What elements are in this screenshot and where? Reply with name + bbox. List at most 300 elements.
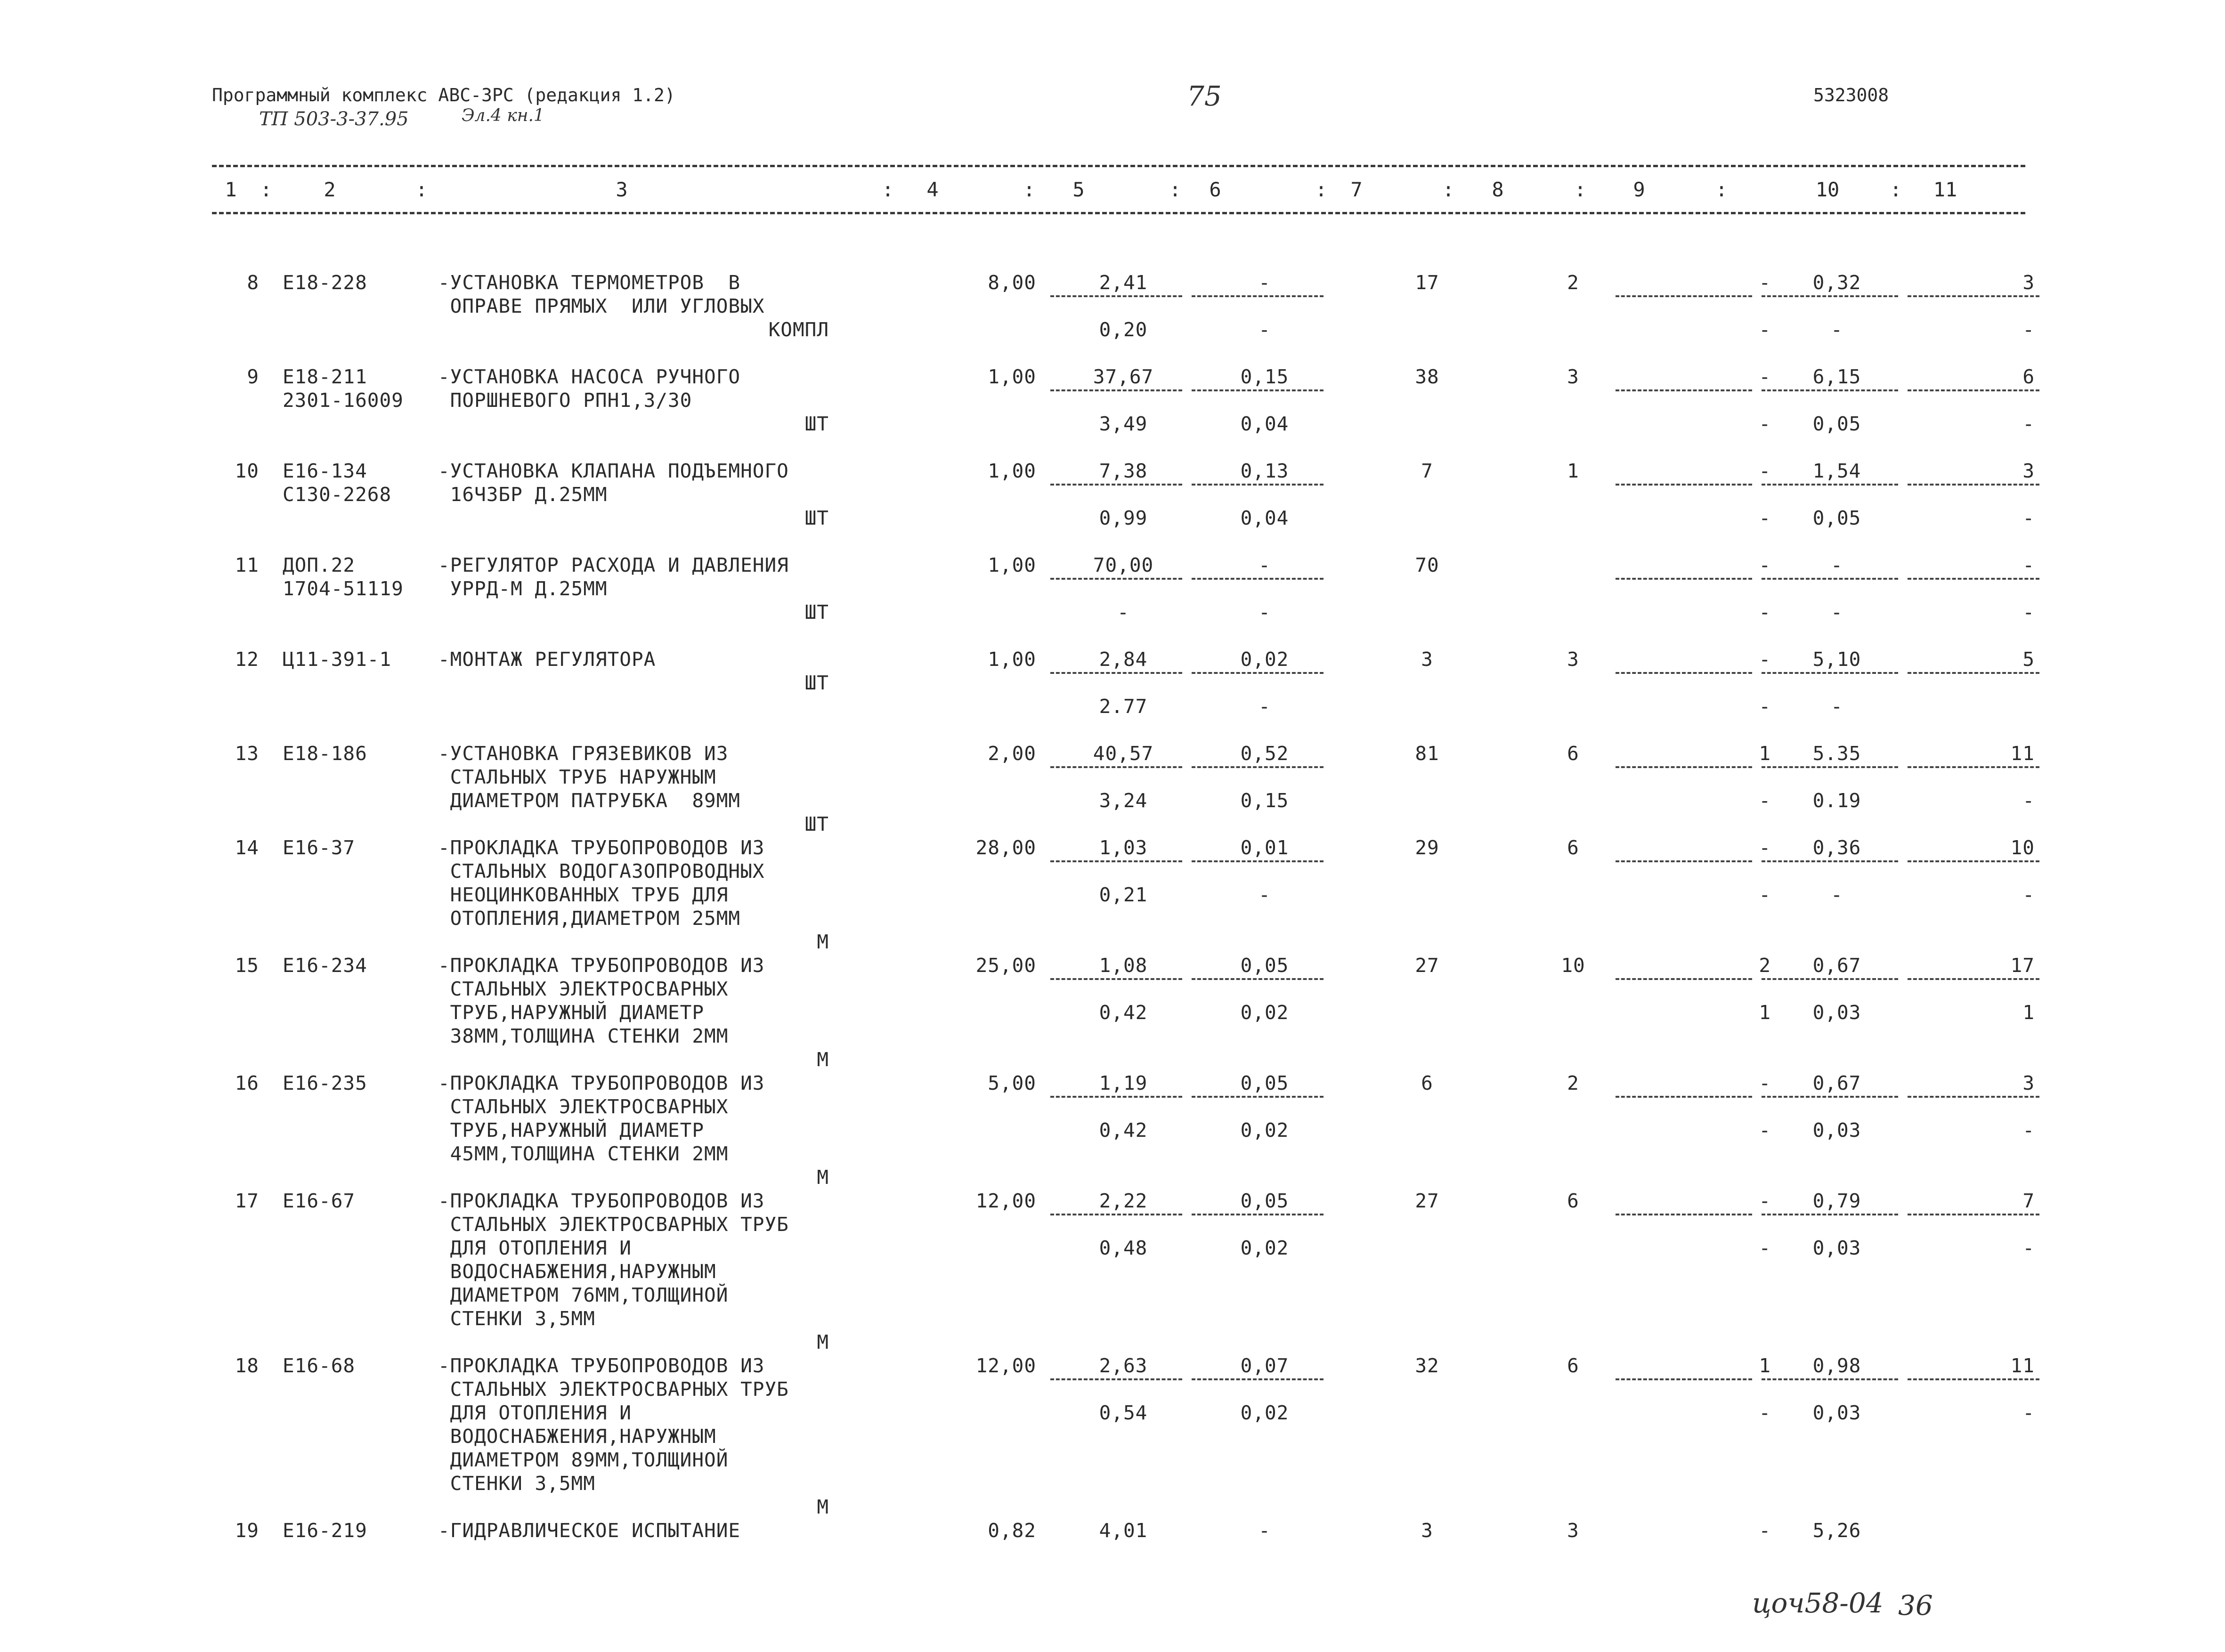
work-description: 45ММ,ТОЛЩИНА СТЕНКИ 2ММ [438,1142,729,1165]
labor-cost: 5,26 [1812,1519,1861,1542]
cost-divider [1192,978,1324,980]
total-wages: 2 [1567,1072,1579,1094]
column-separator: : [1442,178,1454,201]
column-separator: : [1574,178,1586,201]
labor-divider [1616,1214,1752,1215]
column-separator: : [1023,178,1035,201]
total-cost: 32 [1415,1354,1439,1377]
unit-cost-machines: 0,05 [1240,1072,1289,1094]
row-number: 14 [235,836,259,859]
unit-cost-wages: 0,20 [1099,318,1148,341]
column-header-4: 4 [926,178,939,201]
row-number: 9 [247,365,259,388]
total-machines: 2 [1759,954,1771,977]
total-wages: 6 [1567,1190,1579,1212]
rate-code: Е16-219 [283,1519,367,1542]
labor-divider [1616,484,1752,486]
work-description: -МОНТАЖ РЕГУЛЯТОРА [438,648,656,671]
labor-divider [1762,1096,1898,1098]
row-number: 11 [235,554,259,576]
rate-code: Е16-234 [283,954,367,977]
work-description: -РЕГУЛЯТОР РАСХОДА И ДАВЛЕНИЯ [438,554,789,576]
labor-cost: 6,15 [1812,365,1861,388]
labor-cost-machinists: 0,03 [1812,1001,1861,1024]
unit-cost-wages: 0,21 [1099,883,1148,906]
column-separator: : [882,178,894,201]
labor-divider [1762,672,1898,674]
labor-divider [1908,1378,2039,1380]
work-description: -ПРОКЛАДКА ТРУБОПРОВОДОВ ИЗ [438,1354,765,1377]
row-number: 17 [235,1190,259,1212]
labor-total: 7 [2022,1190,2035,1212]
labor-divider [1762,1378,1898,1380]
unit-of-measure: М [817,1166,829,1189]
work-description: -УСТАНОВКА ТЕРМОМЕТРОВ В [438,271,741,294]
total-machines: - [1759,460,1771,482]
column-separator: : [1715,178,1728,201]
column-header-3: 3 [616,178,628,201]
quantity: 1,00 [988,365,1036,388]
unit-cost: 2,41 [1099,271,1148,294]
total-cost: 3 [1421,648,1433,671]
labor-cost: 0,36 [1812,836,1861,859]
total-wages: 10 [1561,954,1585,977]
total-machines: 1 [1759,742,1771,765]
cost-divider [1050,484,1182,486]
labor-divider [1762,860,1898,862]
quantity: 1,00 [988,460,1036,482]
labor-total: 11 [2010,742,2035,765]
labor-cost: 0,98 [1812,1354,1861,1377]
unit-of-measure: М [817,931,829,953]
total-machine-wages: - [1759,695,1771,718]
unit-of-measure: ШТ [804,672,829,694]
unit-cost-machines: 0,01 [1240,836,1289,859]
cost-divider [1050,1096,1182,1098]
labor-divider [1908,578,2039,580]
work-description: СТАЛЬНЫХ ЭЛЕКТРОСВАРНЫХ [438,1095,729,1118]
labor-divider [1908,1214,2039,1215]
unit-cost: 1,03 [1099,836,1148,859]
material-code: 2301-16009 [283,389,404,412]
work-description: ДЛЯ ОТОПЛЕНИЯ И [438,1237,632,1259]
labor-cost-machinists: - [1831,318,1843,341]
rate-code: Е16-37 [283,836,356,859]
cost-divider [1050,860,1182,862]
work-description: ДИАМЕТРОМ ПАТРУБКА 89ММ [438,789,741,812]
labor-cost-machinists: - [1831,695,1843,718]
total-cost: 27 [1415,1190,1439,1212]
total-wages: 6 [1567,836,1579,859]
cost-divider [1050,1378,1182,1380]
work-description: ДИАМЕТРОМ 89ММ,ТОЛЩИНОЙ [438,1449,729,1471]
labor-divider [1616,1378,1752,1380]
unit-cost-machines: - [1259,271,1271,294]
unit-of-measure: ШТ [804,507,829,529]
labor-divider [1616,389,1752,391]
labor-cost-machinists: 0,03 [1812,1401,1861,1424]
unit-of-measure: М [817,1048,829,1071]
unit-cost-machines: 0,52 [1240,742,1289,765]
labor-total: 11 [2010,1354,2035,1377]
doc-code: 5323008 [1813,85,1889,105]
unit-cost-wages: 0,99 [1099,507,1148,529]
column-header-11: 11 [1933,178,1957,201]
unit-cost-wages: - [1117,601,1129,624]
labor-divider [1908,295,2039,297]
labor-divider [1908,484,2039,486]
labor-divider [1762,578,1898,580]
cost-divider [1050,295,1182,297]
unit-cost: 7,38 [1099,460,1148,482]
column-header-9: 9 [1633,178,1645,201]
labor-total-machinists: - [2022,883,2035,906]
unit-cost: 1,08 [1099,954,1148,977]
labor-total-machinists: 1 [2022,1001,2035,1024]
total-cost: 38 [1415,365,1439,388]
labor-cost-machinists: - [1831,601,1843,624]
rate-code: Е16-67 [283,1190,356,1212]
total-machine-wages: - [1759,789,1771,812]
cost-divider [1050,978,1182,980]
labor-cost: 5,10 [1812,648,1861,671]
quantity: 12,00 [975,1190,1036,1212]
quantity: 28,00 [975,836,1036,859]
unit-cost: 1,19 [1099,1072,1148,1094]
total-machine-wages: 1 [1759,1001,1771,1024]
labor-cost: 0,67 [1812,1072,1861,1094]
unit-cost-machines: - [1259,554,1271,576]
labor-cost-machinists: 0.19 [1812,789,1861,812]
quantity: 2,00 [988,742,1036,765]
quantity: 8,00 [988,271,1036,294]
unit-cost: 2,22 [1099,1190,1148,1212]
rate-code: ДОП.22 [283,554,356,576]
header-rule-bottom [212,212,2025,214]
unit-cost-machines: - [1259,1519,1271,1542]
labor-divider [1908,1096,2039,1098]
unit-cost-wages: 0,54 [1099,1401,1148,1424]
total-machines: - [1759,1072,1771,1094]
labor-divider [1762,978,1898,980]
column-separator: : [1890,178,1902,201]
total-wages: 3 [1567,648,1579,671]
work-description: ДЛЯ ОТОПЛЕНИЯ И [438,1401,632,1424]
column-header-6: 6 [1209,178,1221,201]
unit-cost-wages: 0,48 [1099,1237,1148,1259]
quantity: 25,00 [975,954,1036,977]
total-cost: 17 [1415,271,1439,294]
labor-divider [1908,766,2039,768]
labor-total-machinists: - [2022,1237,2035,1259]
labor-divider [1616,766,1752,768]
unit-cost: 4,01 [1099,1519,1148,1542]
page-number: 75 [1187,80,1222,112]
cost-divider [1192,1214,1324,1215]
total-cost: 3 [1421,1519,1433,1542]
column-separator: : [1315,178,1327,201]
unit-cost-machine-wages: 0,02 [1240,1001,1289,1024]
total-machines: - [1759,271,1771,294]
cost-divider [1050,672,1182,674]
total-machines: 1 [1759,1354,1771,1377]
labor-divider [1762,766,1898,768]
unit-cost: 70,00 [1093,554,1154,576]
work-description: ОПРАВЕ ПРЯМЫХ ИЛИ УГЛОВЫХ [438,295,765,317]
work-description: СТАЛЬНЫХ ЭЛЕКТРОСВАРНЫХ [438,978,729,1000]
unit-cost-machine-wages: 0,02 [1240,1237,1289,1259]
labor-total: 17 [2010,954,2035,977]
labor-cost-machinists: 0,05 [1812,507,1861,529]
work-description: ТРУБ,НАРУЖНЫЙ ДИАМЕТР [438,1001,705,1024]
labor-divider [1616,1096,1752,1098]
labor-divider [1762,1214,1898,1215]
column-header-5: 5 [1072,178,1085,201]
labor-total-machinists: - [2022,507,2035,529]
labor-total: 5 [2022,648,2035,671]
labor-cost: - [1831,554,1843,576]
total-machines: - [1759,1190,1771,1212]
signature-note: цоч58-04 [1752,1587,1884,1619]
cost-divider [1050,766,1182,768]
column-separator: : [260,178,272,201]
rate-code: Е18-228 [283,271,367,294]
labor-total: - [2022,554,2035,576]
total-wages: 6 [1567,1354,1579,1377]
cost-divider [1050,578,1182,580]
labor-divider [1616,672,1752,674]
total-cost: 7 [1421,460,1433,482]
unit-cost: 40,57 [1093,742,1154,765]
labor-divider [1908,672,2039,674]
total-cost: 70 [1415,554,1439,576]
labor-divider [1616,978,1752,980]
unit-cost: 37,67 [1093,365,1154,388]
unit-cost-wages: 0,42 [1099,1119,1148,1142]
cost-divider [1050,389,1182,391]
unit-of-measure: М [817,1331,829,1353]
rate-code: Е18-186 [283,742,367,765]
cost-divider [1050,1214,1182,1215]
work-description: -ПРОКЛАДКА ТРУБОПРОВОДОВ ИЗ [438,1190,765,1212]
rate-code: Ц11-391-1 [283,648,392,671]
unit-cost-wages: 0,42 [1099,1001,1148,1024]
labor-divider [1762,389,1898,391]
total-machines: - [1759,836,1771,859]
labor-divider [1616,860,1752,862]
work-description: ВОДОСНАБЖЕНИЯ,НАРУЖНЫМ [438,1260,716,1283]
column-header-10: 10 [1815,178,1840,201]
work-description: ТРУБ,НАРУЖНЫЙ ДИАМЕТР [438,1119,705,1142]
labor-cost: 0,67 [1812,954,1861,977]
work-description: ОТОПЛЕНИЯ,ДИАМЕТРОМ 25ММ [438,907,741,930]
unit-of-measure: М [817,1496,829,1518]
labor-divider [1616,295,1752,297]
work-description: СТАЛЬНЫХ ЭЛЕКТРОСВАРНЫХ ТРУБ [438,1213,789,1236]
work-description: -ГИДРАВЛИЧЕСКОЕ ИСПЫТАНИЕ [438,1519,741,1542]
labor-divider [1908,860,2039,862]
column-header-1: 1 [225,178,237,201]
work-description: 38ММ,ТОЛЩИНА СТЕНКИ 2ММ [438,1025,729,1047]
quantity: 0,82 [988,1519,1036,1542]
sheet-number: 36 [1898,1589,1933,1621]
labor-total-machinists: - [2022,789,2035,812]
unit-cost-machine-wages: 0,02 [1240,1119,1289,1142]
rate-code: Е18-211 [283,365,367,388]
cost-divider [1192,1096,1324,1098]
work-description: ПОРШНЕВОГО РПН1,3/30 [438,389,692,412]
labor-total: 3 [2022,1072,2035,1094]
unit-of-measure: ШТ [804,601,829,624]
rate-code: Е16-134 [283,460,367,482]
labor-cost-machinists: 0,05 [1812,413,1861,435]
quantity: 12,00 [975,1354,1036,1377]
work-description: -ПРОКЛАДКА ТРУБОПРОВОДОВ ИЗ [438,1072,765,1094]
total-cost: 27 [1415,954,1439,977]
labor-total-machinists: - [2022,318,2035,341]
labor-total: 3 [2022,460,2035,482]
labor-total-machinists: - [2022,601,2035,624]
row-number: 13 [235,742,259,765]
work-description: -УСТАНОВКА НАСОСА РУЧНОГО [438,365,741,388]
project-code: ТП 503-3-37.95 [259,108,409,130]
column-header-7: 7 [1350,178,1363,201]
labor-divider [1908,389,2039,391]
labor-cost-machinists: 0,03 [1812,1237,1861,1259]
work-description: -УСТАНОВКА ГРЯЗЕВИКОВ ИЗ [438,742,729,765]
work-description: УРРД-М Д.25ММ [438,577,608,600]
labor-total: 10 [2010,836,2035,859]
work-description: -ПРОКЛАДКА ТРУБОПРОВОДОВ ИЗ [438,954,765,977]
unit-cost-wages: 3,24 [1099,789,1148,812]
row-number: 8 [247,271,259,294]
unit-cost-machine-wages: - [1259,601,1271,624]
labor-divider [1616,578,1752,580]
total-wages: 1 [1567,460,1579,482]
unit-cost: 2,63 [1099,1354,1148,1377]
unit-cost-machines: 0,05 [1240,1190,1289,1212]
cost-divider [1192,1378,1324,1380]
row-number: 16 [235,1072,259,1094]
labor-total: 6 [2022,365,2035,388]
labor-total-machinists: - [2022,1119,2035,1142]
album-note: Эл.4 кн.1 [462,106,544,125]
quantity: 1,00 [988,554,1036,576]
work-description: СТАЛЬНЫХ ЭЛЕКТРОСВАРНЫХ ТРУБ [438,1378,789,1401]
cost-divider [1192,860,1324,862]
program-title: Программный комплекс АВС-ЗРС (редакция 1.2) [212,85,675,105]
total-machine-wages: - [1759,1119,1771,1142]
row-number: 18 [235,1354,259,1377]
total-cost: 6 [1421,1072,1433,1094]
unit-cost-machine-wages: 0,04 [1240,413,1289,435]
work-description: 16Ч3БР Д.25ММ [438,483,608,506]
labor-cost: 0,32 [1812,271,1861,294]
cost-divider [1192,389,1324,391]
total-cost: 29 [1415,836,1439,859]
unit-cost-wages: 3,49 [1099,413,1148,435]
unit-cost-machines: 0,05 [1240,954,1289,977]
cost-divider [1192,484,1324,486]
total-wages: 3 [1567,365,1579,388]
total-machine-wages: - [1759,413,1771,435]
work-description: СТЕНКИ 3,5ММ [438,1307,595,1330]
column-separator: : [1169,178,1181,201]
unit-cost-machine-wages: - [1259,883,1271,906]
work-description: -ПРОКЛАДКА ТРУБОПРОВОДОВ ИЗ [438,836,765,859]
row-number: 12 [235,648,259,671]
total-wages: 2 [1567,271,1579,294]
unit-of-measure: ШТ [804,813,829,835]
cost-divider [1192,672,1324,674]
unit-of-measure: КОМПЛ [768,318,829,341]
work-description: ДИАМЕТРОМ 76ММ,ТОЛЩИНОЙ [438,1284,729,1306]
unit-cost-machine-wages: - [1259,695,1271,718]
total-cost: 81 [1415,742,1439,765]
labor-total: 3 [2022,271,2035,294]
labor-cost-machinists: - [1831,883,1843,906]
total-wages: 3 [1567,1519,1579,1542]
row-number: 19 [235,1519,259,1542]
labor-cost: 5.35 [1812,742,1861,765]
cost-divider [1192,295,1324,297]
work-description: -УСТАНОВКА КЛАПАНА ПОДЪЕМНОГО [438,460,789,482]
unit-cost-machines: 0,15 [1240,365,1289,388]
total-machine-wages: - [1759,1401,1771,1424]
unit-cost-machines: 0,13 [1240,460,1289,482]
work-description: НЕОЦИНКОВАННЫХ ТРУБ ДЛЯ [438,883,729,906]
work-description: ВОДОСНАБЖЕНИЯ,НАРУЖНЫМ [438,1425,716,1448]
unit-cost-machines: 0,07 [1240,1354,1289,1377]
labor-divider [1762,484,1898,486]
quantity: 5,00 [988,1072,1036,1094]
total-machine-wages: - [1759,507,1771,529]
labor-divider [1762,295,1898,297]
rate-code: Е16-235 [283,1072,367,1094]
labor-total-machinists: - [2022,1401,2035,1424]
unit-cost-machine-wages: - [1259,318,1271,341]
row-number: 10 [235,460,259,482]
rate-code: Е16-68 [283,1354,356,1377]
column-header-2: 2 [324,178,336,201]
column-header-8: 8 [1492,178,1504,201]
unit-cost-machines: 0,02 [1240,648,1289,671]
cost-divider [1192,766,1324,768]
cost-divider [1192,578,1324,580]
labor-cost-machinists: 0,03 [1812,1119,1861,1142]
unit-cost-machine-wages: 0,04 [1240,507,1289,529]
total-machine-wages: - [1759,601,1771,624]
labor-divider [1908,978,2039,980]
row-number: 15 [235,954,259,977]
total-machines: - [1759,1519,1771,1542]
total-machines: - [1759,365,1771,388]
material-code: 1704-51119 [283,577,404,600]
quantity: 1,00 [988,648,1036,671]
work-description: СТЕНКИ 3,5ММ [438,1472,595,1495]
column-separator: : [415,178,428,201]
total-machines: - [1759,554,1771,576]
total-machine-wages: - [1759,318,1771,341]
total-machine-wages: - [1759,883,1771,906]
labor-cost: 1,54 [1812,460,1861,482]
header-rule-top [212,165,2025,167]
labor-cost: 0,79 [1812,1190,1861,1212]
unit-of-measure: ШТ [804,413,829,435]
labor-total-machinists: - [2022,413,2035,435]
work-description: СТАЛЬНЫХ ВОДОГАЗОПРОВОДНЫХ [438,860,765,883]
work-description: СТАЛЬНЫХ ТРУБ НАРУЖНЫМ [438,766,716,788]
